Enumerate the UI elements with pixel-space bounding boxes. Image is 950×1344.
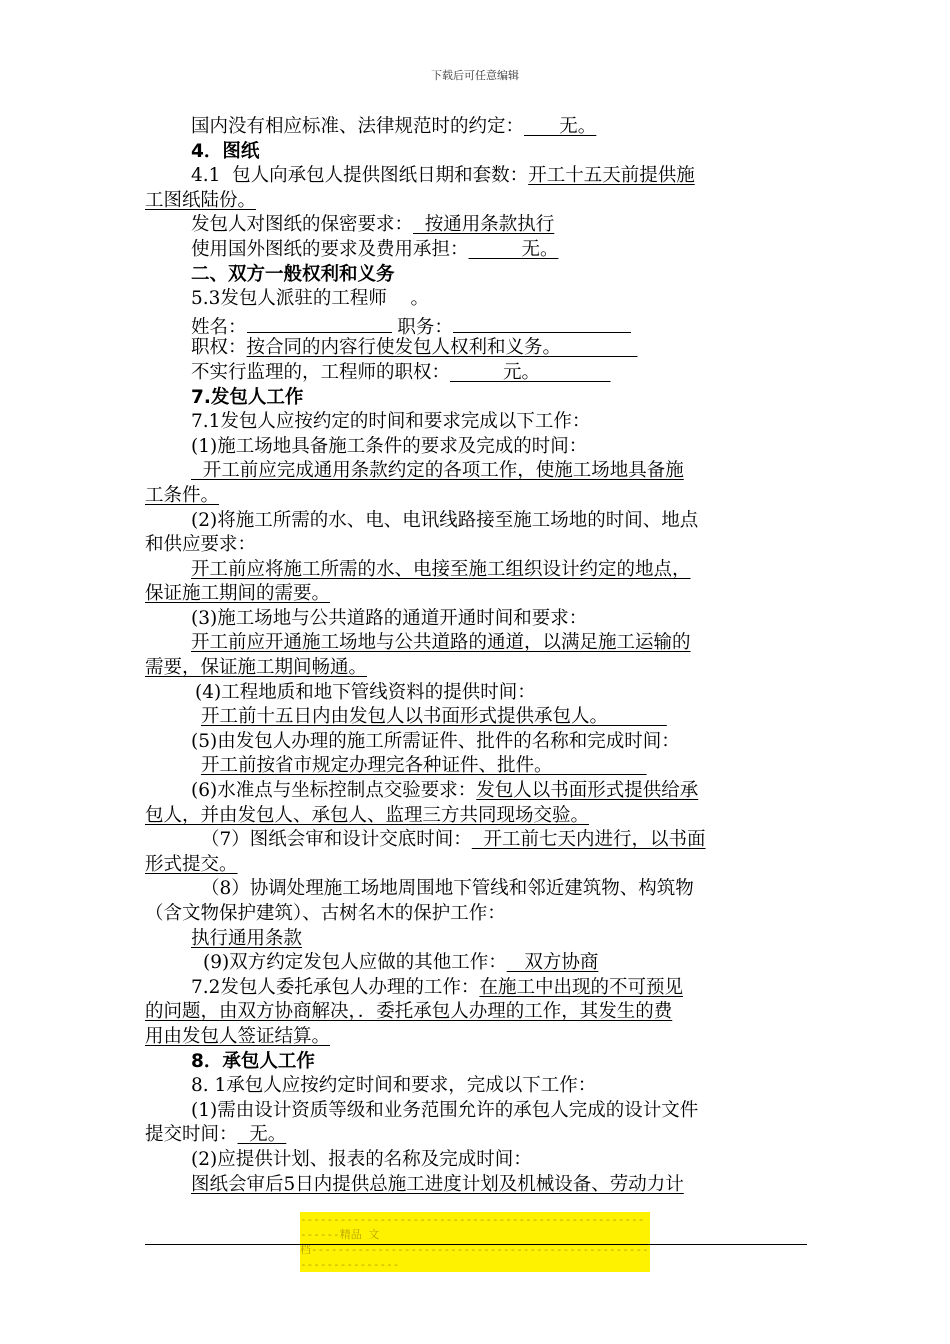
text-line bbox=[145, 459, 807, 484]
label-text: (2)将施工所需的水、电、电讯线路接至施工场地的时间、地点 bbox=[191, 509, 699, 531]
filled-value: 开工前应将施工所需的水、电接至施工组织设计约定的地点， bbox=[191, 558, 691, 580]
label-text: 发包人对图纸的保密要求： bbox=[191, 214, 414, 236]
text-line bbox=[145, 730, 807, 755]
text-line bbox=[145, 1099, 807, 1124]
text-line bbox=[145, 951, 807, 976]
text-line bbox=[145, 1173, 807, 1198]
filled-value: 双方协商 bbox=[506, 952, 599, 974]
filled-value: 按合同的内容行使发包人权利和义务。 bbox=[246, 337, 638, 359]
text-line bbox=[145, 1025, 807, 1050]
text-line bbox=[145, 1148, 807, 1173]
section-heading bbox=[145, 140, 807, 165]
text-line bbox=[145, 1000, 807, 1025]
label-text: 职权： bbox=[191, 337, 247, 359]
text-line bbox=[145, 558, 807, 583]
footer-rule bbox=[145, 1244, 807, 1245]
filled-value: 开工前十五日内由发包人以书面形式提供承包人。 bbox=[201, 706, 667, 728]
filled-value: 图纸会审后5日内提供总施工进度计划及机械设备、劳动力计 bbox=[191, 1173, 684, 1195]
label-text: 提交时间： bbox=[145, 1124, 238, 1146]
watermark-band bbox=[300, 1212, 650, 1272]
label-text: (3)施工场地与公共道路的通道开通时间和要求： bbox=[191, 607, 588, 629]
filled-value: 在施工中出现的不可预见 bbox=[479, 976, 683, 998]
text-line bbox=[145, 410, 807, 435]
document-body bbox=[145, 115, 807, 1197]
text-line bbox=[145, 976, 807, 1001]
text-line bbox=[145, 804, 807, 829]
label-text: 8. 1承包人应按约定时间和要求，完成以下工作： bbox=[191, 1075, 597, 1097]
text-line bbox=[145, 509, 807, 534]
filled-value: 开工前七天内进行，以书面 bbox=[471, 829, 706, 851]
filled-value: 按通用条款执行 bbox=[413, 214, 555, 236]
label-text: (6)水准点与坐标控制点交验要求： bbox=[191, 780, 477, 802]
label-text: 二、双方一般权利和义务 bbox=[191, 263, 395, 285]
filled-value: 无。 bbox=[468, 238, 559, 260]
text-line bbox=[145, 779, 807, 804]
label-text: （含文物保护建筑）、古树名木的保护工作： bbox=[145, 903, 506, 924]
filled-value: 开工十五天前提供施 bbox=[528, 165, 695, 187]
text-line bbox=[145, 631, 807, 656]
section-heading bbox=[145, 263, 807, 288]
label-text: （7）图纸会审和设计交底时间： bbox=[201, 829, 472, 851]
filled-value: 执行通用条款 bbox=[191, 927, 303, 949]
label-text: 7.发包人工作 bbox=[191, 386, 304, 408]
text-line bbox=[145, 927, 807, 952]
section-heading bbox=[145, 386, 807, 411]
filled-value: 工图纸陆份。 bbox=[145, 189, 257, 211]
label-text: (1)施工场地具备施工条件的要求及完成的时间： bbox=[191, 435, 588, 457]
label-text: 国内没有相应标准、法律规范时的约定： bbox=[191, 116, 525, 137]
text-line bbox=[145, 287, 807, 312]
label-text: 和供应要求： bbox=[145, 534, 257, 556]
label-text: 姓名： bbox=[191, 316, 247, 338]
text-line bbox=[145, 902, 807, 927]
label-text: 不实行监理的，工程师的职权： bbox=[191, 361, 451, 383]
filled-value: 工条件。 bbox=[145, 484, 220, 506]
label-text: 7.2发包人委托承包人办理的工作： bbox=[191, 976, 480, 998]
filled-value: 需要，保证施工期间畅通。 bbox=[145, 657, 368, 679]
fill-in-blank bbox=[453, 312, 631, 333]
label-text: (5)由发包人办理的施工所需证件、批件的名称和完成时间： bbox=[191, 730, 680, 752]
text-line bbox=[145, 607, 807, 632]
filled-value: 形式提交。 bbox=[145, 853, 238, 875]
filled-value: 无。 bbox=[524, 116, 597, 137]
page-header: 下载后可任意编辑 bbox=[431, 69, 519, 82]
label-text: 4.1 包人向承包人提供图纸日期和套数： bbox=[191, 165, 529, 187]
text-line bbox=[145, 828, 807, 853]
fill-in-blank bbox=[247, 312, 392, 333]
text-line bbox=[145, 877, 807, 902]
label-text: （8）协调处理施工场地周围地下管线和邻近建筑物、构筑物 bbox=[201, 878, 694, 900]
label-text: 7.1发包人应按约定的时间和要求完成以下工作： bbox=[191, 411, 591, 433]
filled-value: 开工前应完成通用条款约定的各项工作，使施工场地具备施 bbox=[191, 460, 684, 482]
watermark-line-1: ----------------------------------------------------------精品 文 bbox=[300, 1213, 645, 1241]
filled-value: 元。 bbox=[450, 361, 611, 383]
label-text: 4．图纸 bbox=[191, 140, 260, 162]
text-line bbox=[145, 164, 807, 189]
text-line bbox=[145, 115, 807, 140]
label-text: (1)需由设计资质等级和业务范围允许的承包人完成的设计文件 bbox=[191, 1099, 699, 1121]
text-line bbox=[145, 435, 807, 460]
text-line bbox=[145, 213, 807, 238]
text-line bbox=[145, 533, 807, 558]
filled-value: 无。 bbox=[237, 1124, 287, 1146]
text-line bbox=[145, 754, 807, 779]
label-text: 5.3发包人派驻的工程师 。 bbox=[191, 288, 429, 310]
text-line bbox=[145, 1074, 807, 1099]
filled-value: 包人，并由发包人、承包人、监理三方共同现场交验。 bbox=[145, 804, 590, 826]
text-line bbox=[145, 681, 807, 706]
text-line bbox=[145, 853, 807, 878]
text-line bbox=[145, 582, 807, 607]
label-text: (2)应提供计划、报表的名称及完成时间： bbox=[191, 1148, 532, 1170]
filled-value: 开工前按省市规定办理完各种证件、批件。 bbox=[201, 755, 647, 777]
section-heading bbox=[145, 1050, 807, 1075]
label-text: (4)工程地质和地下管线资料的提供时间： bbox=[195, 681, 536, 703]
text-line bbox=[145, 484, 807, 509]
text-line bbox=[145, 656, 807, 681]
filled-value: 开工前应开通施工场地与公共道路的通道，以满足施工运输的 bbox=[191, 632, 691, 654]
filled-value: 保证施工期间的需要。 bbox=[145, 583, 331, 605]
text-line bbox=[145, 705, 807, 730]
text-line bbox=[145, 238, 807, 263]
label-text: 使用国外图纸的要求及费用承担： bbox=[191, 238, 469, 260]
label-text: (9)双方约定发包人应做的其他工作： bbox=[203, 952, 507, 974]
text-line bbox=[145, 361, 807, 386]
text-line bbox=[145, 312, 807, 337]
filled-value: 用由发包人签证结算。 bbox=[145, 1025, 331, 1047]
label-text: 8．承包人工作 bbox=[191, 1050, 315, 1072]
filled-value: 发包人以书面形式提供给承 bbox=[476, 780, 699, 802]
text-line bbox=[145, 336, 807, 361]
watermark-line-2: 档------------------------------------------------------------------ bbox=[300, 1243, 649, 1271]
text-line bbox=[145, 1123, 807, 1148]
filled-value: 的问题，由双方协商解决，．委托承包人办理的工作，其发生的费 bbox=[145, 1001, 673, 1023]
label-text: 职务： bbox=[391, 316, 453, 338]
text-line bbox=[145, 189, 807, 214]
